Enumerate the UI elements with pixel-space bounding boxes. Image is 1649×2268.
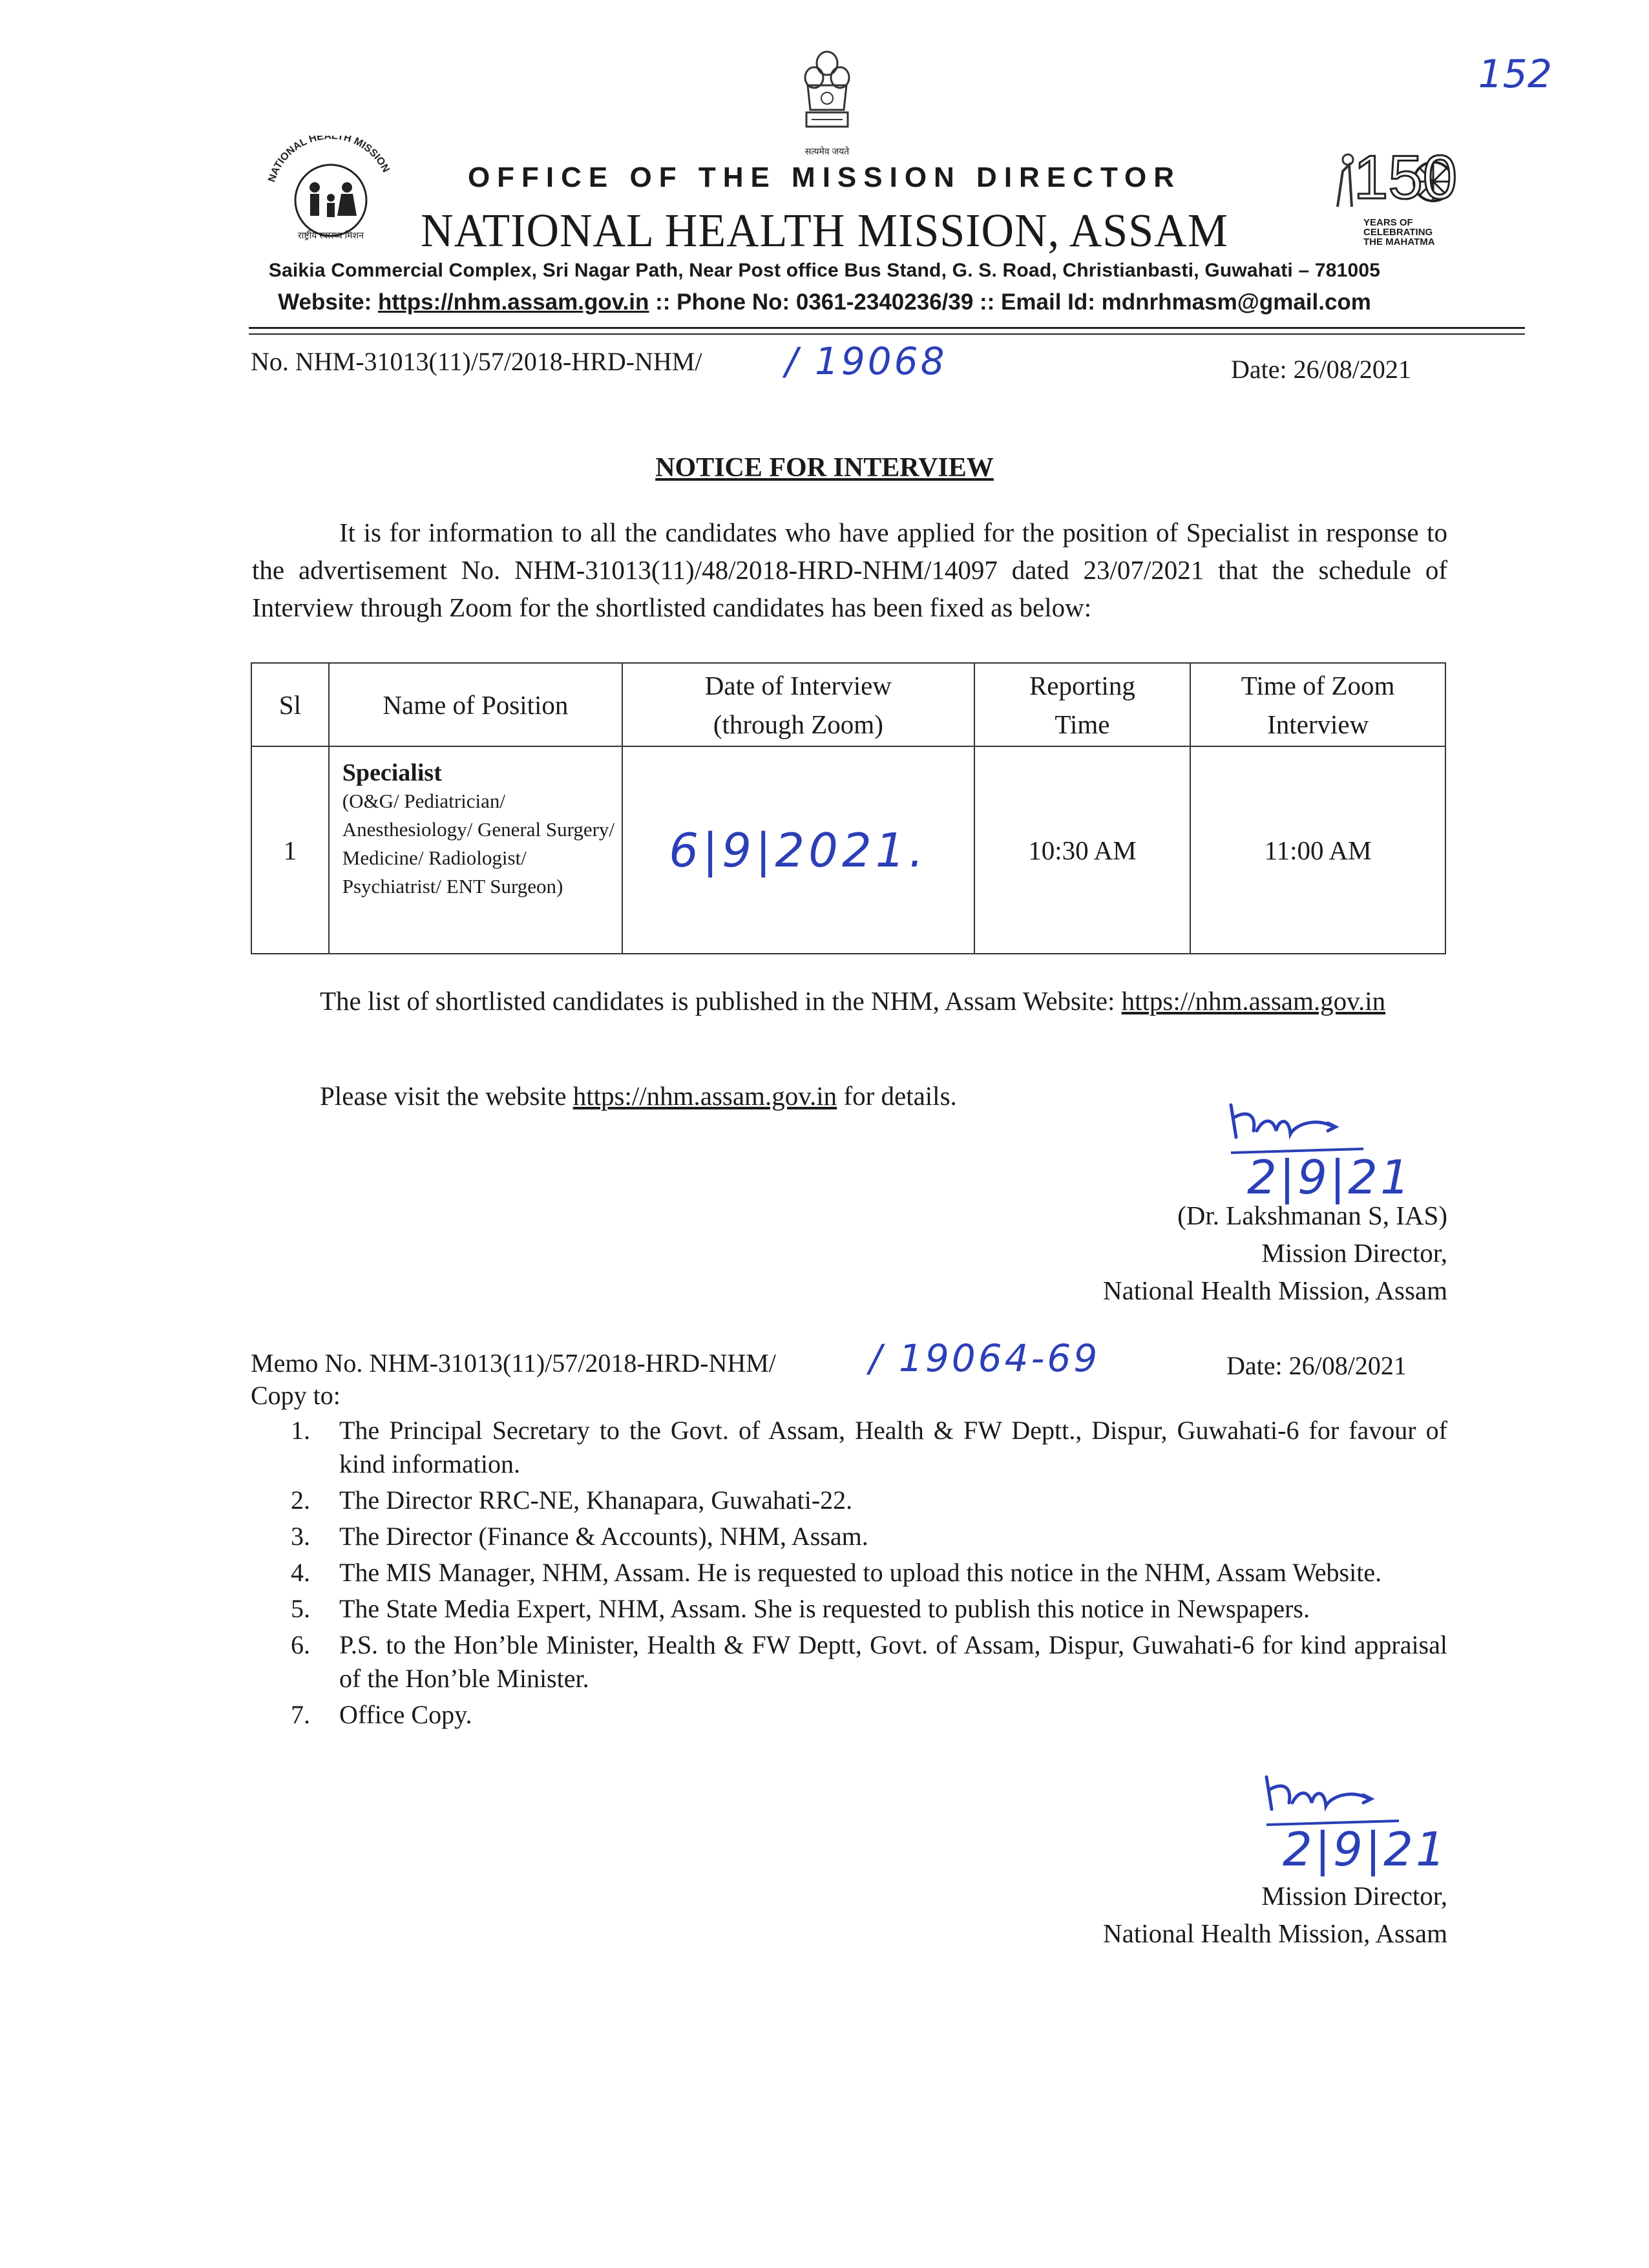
list-item <box>278 1628 1447 1696</box>
signature-1-date: 2|9|21 <box>1247 1150 1413 1204</box>
memo-handwritten-number: / 19064-69 <box>869 1336 1100 1380</box>
list-item-text: The State Media Expert, NHM, Assam. She is requested to publish this notice in Newspapers. <box>339 1594 1310 1623</box>
signature-2 <box>1254 1770 1448 1884</box>
list-item-number: 2. <box>291 1486 310 1515</box>
emblem-motto: सत्यमेव जयते <box>804 146 850 156</box>
position-detail: (O&G/ Pediatrician/ Anesthesiology/ General Surgery/ Medicine/ Radiologist/ Psychiatrist/ ENT Surgeon) <box>342 790 615 898</box>
interview-date-handwritten: 6|9|2021. <box>669 823 928 877</box>
reference-number: No. NHM-31013(11)/57/2018-HRD-NHM/ <box>251 347 702 376</box>
cell-zoom-time: 11:00 AM <box>1190 746 1445 954</box>
table-row <box>251 746 1445 954</box>
website-link[interactable]: https://nhm.assam.gov.in <box>378 289 649 315</box>
list-item <box>278 1698 1447 1732</box>
list-item-number: 1. <box>291 1416 310 1445</box>
contact-line <box>0 289 1649 315</box>
interview-schedule-table <box>251 662 1446 954</box>
signatory-block-2 <box>1103 1877 1447 1952</box>
gandhi-logo-150: 150 <box>1354 143 1458 212</box>
list-item-text: The Director (Finance & Accounts), NHM, Assam. <box>339 1522 868 1551</box>
list-item-number: 4. <box>291 1558 310 1587</box>
list-item-text: The Director RRC-NE, Khanapara, Guwahati-22. <box>339 1486 853 1515</box>
list-item <box>278 1484 1447 1517</box>
signature-2-date: 2|9|21 <box>1283 1822 1448 1876</box>
copy-to-list <box>278 1414 1447 1734</box>
intro-paragraph: It is for information to all the candidates who have applied for the position of Specialist in response to the advertisement No. NHM-31013(11)/48/2018-HRD-NHM/14097 dated 23/07/2021 that the schedule of Interview through Zoom for the shortlisted candidates has been fixed as below: <box>252 518 1447 622</box>
gandhi-logo-line-3: THE MAHATMA <box>1363 236 1435 247</box>
page-number-handwritten: 152 <box>1478 52 1552 97</box>
signatory-1-designation: Mission Director, <box>1261 1238 1447 1268</box>
signatory-1-organization: National Health Mission, Assam <box>1103 1276 1447 1305</box>
signature-1 <box>1218 1098 1413 1212</box>
shortlist-website-link[interactable]: https://nhm.assam.gov.in <box>1121 986 1386 1016</box>
cell-sl: 1 <box>251 746 329 954</box>
copy-to-label: Copy to: <box>251 1381 341 1410</box>
organization-title: NATIONAL HEALTH MISSION, ASSAM <box>421 205 1228 257</box>
visit-website-paragraph <box>320 1080 957 1111</box>
gandhi-logo-line-1: YEARS OF <box>1363 217 1413 228</box>
list-item-number: 5. <box>291 1594 310 1623</box>
memo-date: Date: 26/08/2021 <box>1226 1351 1407 1380</box>
website-label: Website: <box>278 289 378 315</box>
list-item <box>278 1556 1447 1590</box>
list-item-text: The MIS Manager, NHM, Assam. He is requested to upload this notice in the NHM, Assam Website. <box>339 1558 1382 1587</box>
position-title: Specialist <box>342 759 442 786</box>
shortlist-text: The list of shortlisted candidates is published in the NHM, Assam Website: <box>320 986 1122 1016</box>
nhm-logo-subtext: राष्ट्रीय स्वास्थ्य मिशन <box>298 230 364 240</box>
phone-email: :: Phone No: 0361-2340236/39 :: Email Id: mdnrhmasm@gmail.com <box>649 289 1371 315</box>
list-item-number: 6. <box>291 1630 310 1659</box>
header-reporting-time-text: Reporting Time <box>1029 670 1135 739</box>
header-interview-date-text: Date of Interview (through Zoom) <box>704 670 892 739</box>
signatory-2-organization: National Health Mission, Assam <box>1103 1918 1447 1948</box>
signatory-1-name: (Dr. Lakshmanan S, IAS) <box>1177 1201 1447 1230</box>
list-item <box>278 1520 1447 1553</box>
office-title: OFFICE OF THE MISSION DIRECTOR <box>467 162 1182 193</box>
cell-reporting-time: 10:30 AM <box>974 746 1191 954</box>
header-zoom-time-text: Time of Zoom Interview <box>1241 670 1395 739</box>
header-reporting-time <box>974 663 1191 746</box>
visit-prefix: Please visit the website <box>320 1081 573 1111</box>
visit-suffix: for details. <box>837 1081 957 1111</box>
signatory-block-1 <box>1103 1197 1447 1309</box>
header-sl: Sl <box>251 663 329 746</box>
notice-heading: NOTICE FOR INTERVIEW <box>655 453 994 483</box>
memo-number: Memo No. NHM-31013(11)/57/2018-HRD-NHM/ <box>251 1349 776 1378</box>
cell-position <box>329 746 622 954</box>
signatory-2-designation: Mission Director, <box>1261 1881 1447 1911</box>
list-item-text: The Principal Secretary to the Govt. of Assam, Health & FW Deptt., Dispur, Guwahati-6 for favour of kind information. <box>339 1416 1447 1478</box>
header-rule-thick <box>249 327 1525 329</box>
list-item <box>278 1414 1447 1481</box>
table-header-row <box>251 663 1445 746</box>
header-rule-thin <box>249 333 1525 335</box>
header-interview-date <box>622 663 974 746</box>
visit-website-link[interactable]: https://nhm.assam.gov.in <box>572 1081 837 1111</box>
nhm-logo-arc-text: NATIONAL HEALTH MISSION <box>266 136 392 184</box>
list-item-number: 3. <box>291 1522 310 1551</box>
list-item-text: P.S. to the Hon’ble Minister, Health & FW Deptt, Govt. of Assam, Dispur, Guwahati-6 for kind appraisal of the Hon’ble Minister. <box>339 1630 1447 1693</box>
list-item-text: Office Copy. <box>339 1700 472 1729</box>
reference-date: Date: 26/08/2021 <box>1231 355 1411 384</box>
gandhi-logo-line-2: CELEBRATING <box>1363 227 1433 238</box>
header-zoom-time <box>1190 663 1445 746</box>
header-position: Name of Position <box>329 663 622 746</box>
cell-interview-date <box>622 746 974 954</box>
state-emblem-icon <box>795 45 859 158</box>
list-item <box>278 1592 1447 1626</box>
list-item-number: 7. <box>291 1700 310 1729</box>
shortlist-paragraph <box>252 982 1447 1020</box>
reference-handwritten-number: / 19068 <box>785 339 947 383</box>
office-address: Saikia Commercial Complex, Sri Nagar Path, Near Post office Bus Stand, G. S. Road, Christianbasti, Guwahati – 781005 <box>268 260 1381 281</box>
